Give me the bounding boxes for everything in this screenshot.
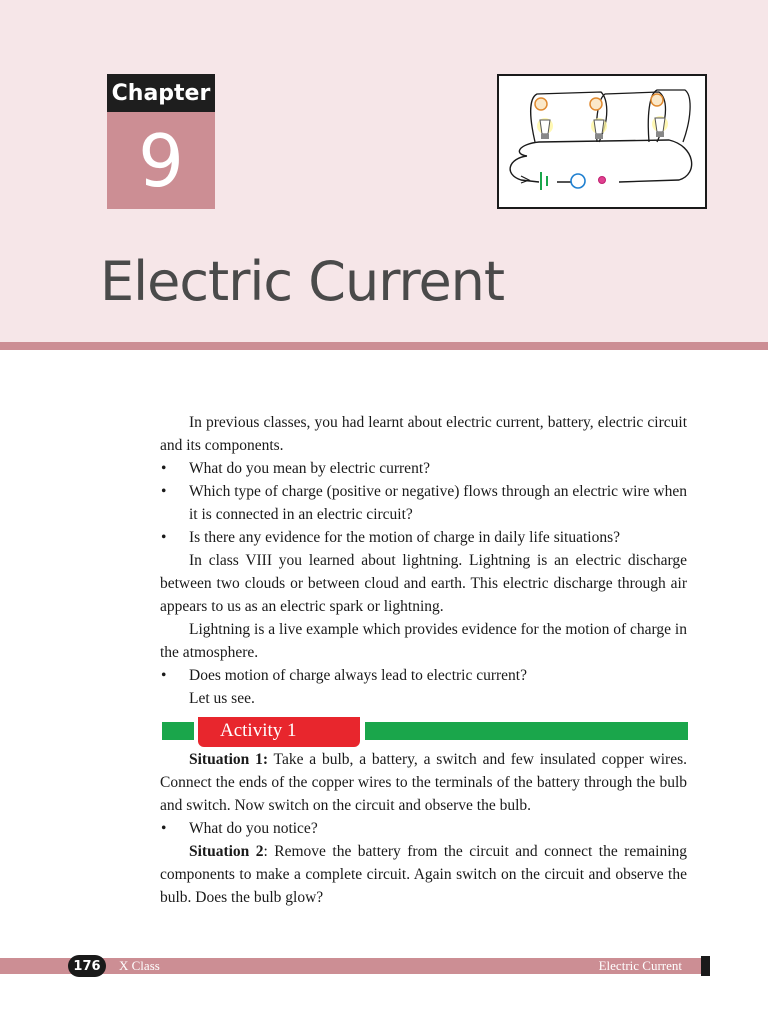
footer-chapter-name: Electric Current xyxy=(598,958,682,973)
question-bullet: • What do you mean by electric current? xyxy=(160,457,687,480)
page-number: 176 xyxy=(68,955,106,977)
circuit-diagram-icon xyxy=(499,76,705,207)
situation-1-text: Take a bulb, a battery, a switch and few insulated copper wires. Connect the ends of the copper wires to the terminals of the battery through the bulb and switch. Now switch on the circuit and observe the bulb. xyxy=(160,751,688,814)
chapter-title: Electric Current xyxy=(100,250,505,313)
question-bullet: • Is there any evidence for the motion of charge in daily life situations? xyxy=(160,526,687,549)
live-example-paragraph: Lightning is a live example which provides evidence for the motion of charge in the atmosphere. xyxy=(160,621,687,661)
header-divider xyxy=(0,342,768,350)
situation-2-label: Situation 2 xyxy=(189,843,264,860)
question-bullet: • What do you notice? xyxy=(160,817,687,840)
question-bullet: • Does motion of charge always lead to electric current? xyxy=(160,664,687,687)
footer-class-label: X Class xyxy=(119,958,160,973)
situation-2-text: : Remove the battery from the circuit and connect the remaining components to make a complete circuit. Again switch on the circuit and observe the bulb. Does the bulb glow? xyxy=(160,843,687,906)
activity-banner xyxy=(160,720,687,742)
question-bullet: • Which type of charge (positive or negative) flows through an electric wire when it is connected in an electric circuit? xyxy=(160,480,687,526)
situation-1-paragraph xyxy=(160,748,687,817)
chapter-number: 9 xyxy=(107,112,215,209)
situation-2-paragraph xyxy=(160,840,687,909)
activity-label: Activity 1 xyxy=(198,717,360,747)
activity-bar-left xyxy=(162,722,194,740)
circuit-illustration xyxy=(497,74,707,209)
situation-1-label: Situation 1: xyxy=(189,751,269,768)
intro-paragraph: In previous classes, you had learnt about electric current, battery, electric circuit and its components. xyxy=(160,414,687,454)
let-us-see-text: Let us see. xyxy=(189,690,255,707)
footer-end-marker xyxy=(701,956,710,976)
body-content xyxy=(160,411,687,909)
lightning-paragraph: In class VIII you learned about lightning. Lightning is an electric discharge between two clouds or between cloud and earth. This electric discharge through air appears to us as an electric spark or lightning. xyxy=(160,552,687,615)
chapter-label: Chapter xyxy=(107,74,215,112)
activity-bar-right xyxy=(365,722,688,740)
